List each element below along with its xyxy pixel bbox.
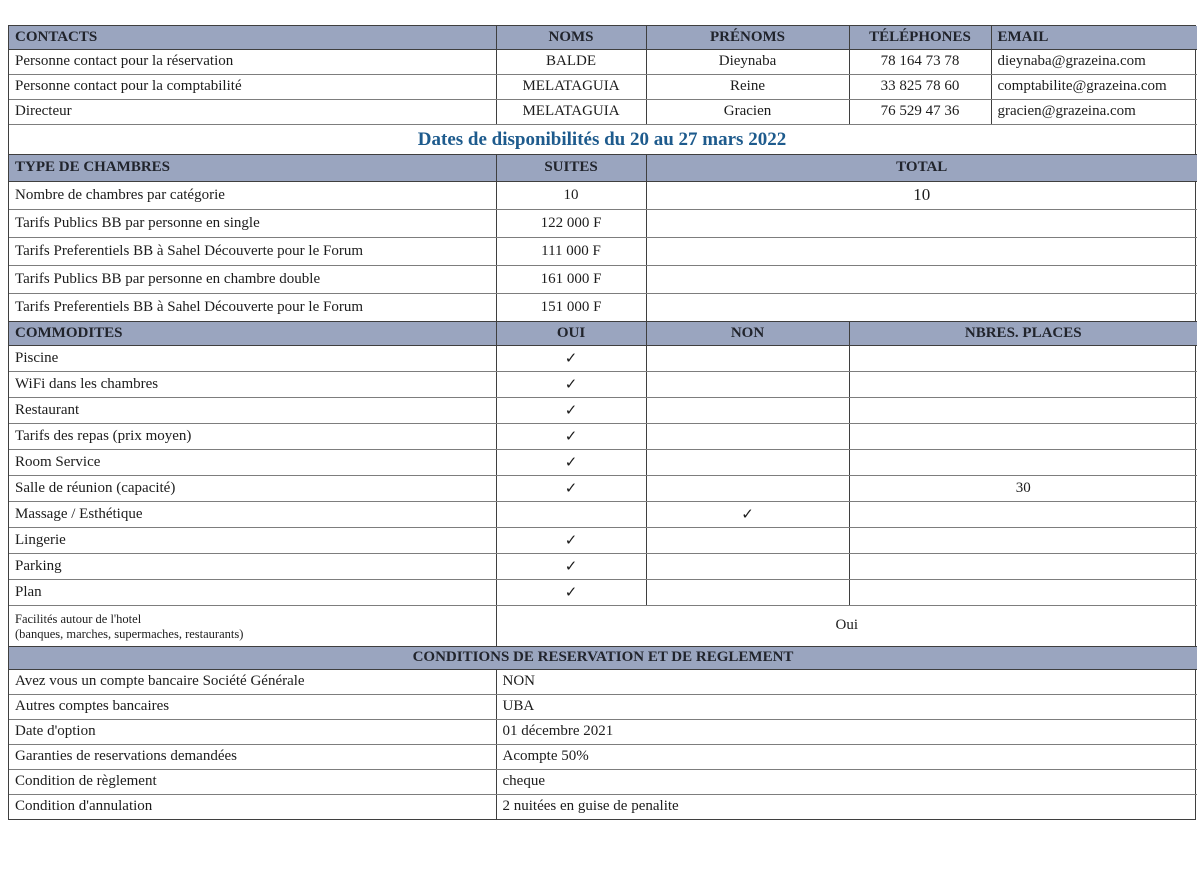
suites-value: 122 000 F — [496, 209, 646, 237]
oui-checkmark: ✓ — [496, 372, 646, 398]
amenity-row-tarifs-repas — [9, 424, 1197, 450]
telephones-header: TÉLÉPHONES — [849, 26, 991, 49]
amenity-label: Salle de réunion (capacité) — [9, 476, 496, 502]
non-checkmark — [646, 580, 849, 606]
contact-telephone: 76 529 47 36 — [849, 99, 991, 124]
amenity-row-wifi — [9, 372, 1197, 398]
room-label: Tarifs Preferentiels BB à Sahel Découverte pour le Forum — [9, 237, 496, 265]
condition-value: 01 décembre 2021 — [496, 719, 1197, 744]
total-value — [646, 237, 1197, 265]
condition-row-autres-comptes — [9, 694, 1197, 719]
oui-checkmark: ✓ — [496, 528, 646, 554]
condition-value: cheque — [496, 769, 1197, 794]
suites-value: 111 000 F — [496, 237, 646, 265]
amenities-header-row — [9, 322, 1197, 346]
places-value — [849, 528, 1197, 554]
suites-value: 10 — [496, 181, 646, 209]
prenoms-header: PRÉNOMS — [646, 26, 849, 49]
room-label: Tarifs Publics BB par personne en chambre double — [9, 265, 496, 293]
amenity-row-plan — [9, 580, 1197, 606]
facilities-label-line1: Facilités autour de l'hotel — [15, 611, 142, 626]
amenity-row-lingerie — [9, 528, 1197, 554]
room-row-tarif-pref-single — [9, 237, 1197, 265]
contact-telephone: 33 825 78 60 — [849, 74, 991, 99]
amenity-row-massage — [9, 502, 1197, 528]
total-value: 10 — [646, 181, 1197, 209]
amenity-label: Parking — [9, 554, 496, 580]
amenity-label: Lingerie — [9, 528, 496, 554]
total-value — [646, 265, 1197, 293]
condition-label: Condition d'annulation — [9, 794, 496, 819]
non-checkmark — [646, 554, 849, 580]
facilities-label-line2: (banques, marches, supermaches, restaurants) — [15, 626, 244, 641]
places-value — [849, 450, 1197, 476]
condition-value: Acompte 50% — [496, 744, 1197, 769]
oui-checkmark: ✓ — [496, 398, 646, 424]
contact-row-comptabilite — [9, 74, 1197, 99]
email-header: EMAIL — [991, 26, 1197, 49]
non-checkmark: ✓ — [646, 502, 849, 528]
non-checkmark — [646, 424, 849, 450]
amenity-label: Piscine — [9, 346, 496, 372]
non-checkmark — [646, 476, 849, 502]
contacts-header-row — [9, 26, 1197, 49]
condition-label: Autres comptes bancaires — [9, 694, 496, 719]
amenity-row-piscine — [9, 346, 1197, 372]
total-header: TOTAL — [646, 154, 1197, 181]
amenities-table — [9, 321, 1197, 646]
contact-row-reservation — [9, 49, 1197, 74]
commodites-header: COMMODITES — [9, 322, 496, 346]
non-checkmark — [646, 450, 849, 476]
condition-label: Garanties de reservations demandées — [9, 744, 496, 769]
contact-telephone: 78 164 73 78 — [849, 49, 991, 74]
room-type-header: TYPE DE CHAMBRES — [9, 154, 496, 181]
places-value — [849, 502, 1197, 528]
amenity-row-room-service — [9, 450, 1197, 476]
total-value — [646, 209, 1197, 237]
condition-value: NON — [496, 669, 1197, 694]
condition-row-annulation — [9, 794, 1197, 819]
contact-nom: BALDE — [496, 49, 646, 74]
contact-email: dieynaba@grazeina.com — [991, 49, 1197, 74]
places-value: 30 — [849, 476, 1197, 502]
room-row-tarif-public-single — [9, 209, 1197, 237]
availability-title: Dates de disponibilités du 20 au 27 mars 2022 — [9, 125, 1195, 154]
oui-checkmark: ✓ — [496, 554, 646, 580]
conditions-header: CONDITIONS DE RESERVATION ET DE REGLEMENT — [9, 646, 1197, 669]
non-checkmark — [646, 346, 849, 372]
amenity-label: WiFi dans les chambres — [9, 372, 496, 398]
facilities-label — [9, 606, 496, 646]
places-value — [849, 580, 1197, 606]
contact-label: Personne contact pour la réservation — [9, 49, 496, 74]
contact-nom: MELATAGUIA — [496, 99, 646, 124]
places-header: NBRES. PLACES — [849, 322, 1197, 346]
room-row-tarif-public-double — [9, 265, 1197, 293]
condition-row-compte-sg — [9, 669, 1197, 694]
places-value — [849, 554, 1197, 580]
places-value — [849, 372, 1197, 398]
suites-value: 161 000 F — [496, 265, 646, 293]
conditions-table — [9, 646, 1197, 820]
places-value — [849, 346, 1197, 372]
condition-row-reglement — [9, 769, 1197, 794]
amenity-label: Room Service — [9, 450, 496, 476]
non-checkmark — [646, 398, 849, 424]
oui-checkmark: ✓ — [496, 580, 646, 606]
contact-prenom: Dieynaba — [646, 49, 849, 74]
contacts-header: CONTACTS — [9, 26, 496, 49]
contact-email: gracien@grazeina.com — [991, 99, 1197, 124]
contacts-table — [9, 26, 1197, 125]
amenity-row-facilites — [9, 606, 1197, 646]
contact-prenom: Gracien — [646, 99, 849, 124]
hotel-reservation-document — [8, 25, 1196, 820]
contact-email: comptabilite@grazeina.com — [991, 74, 1197, 99]
amenity-label: Plan — [9, 580, 496, 606]
suites-header: SUITES — [496, 154, 646, 181]
oui-header: OUI — [496, 322, 646, 346]
suites-value: 151 000 F — [496, 293, 646, 321]
contact-label: Personne contact pour la comptabilité — [9, 74, 496, 99]
condition-label: Condition de règlement — [9, 769, 496, 794]
contact-row-directeur — [9, 99, 1197, 124]
oui-checkmark: ✓ — [496, 476, 646, 502]
condition-row-garanties — [9, 744, 1197, 769]
oui-checkmark: ✓ — [496, 346, 646, 372]
oui-checkmark — [496, 502, 646, 528]
contact-prenom: Reine — [646, 74, 849, 99]
room-label: Tarifs Preferentiels BB à Sahel Découverte pour le Forum — [9, 293, 496, 321]
room-types-table — [9, 154, 1197, 322]
total-value — [646, 293, 1197, 321]
places-value — [849, 424, 1197, 450]
room-label: Nombre de chambres par catégorie — [9, 181, 496, 209]
oui-checkmark: ✓ — [496, 450, 646, 476]
amenity-label: Tarifs des repas (prix moyen) — [9, 424, 496, 450]
condition-value: 2 nuitées en guise de penalite — [502, 798, 679, 815]
room-row-count — [9, 181, 1197, 209]
contact-label: Directeur — [9, 99, 496, 124]
places-value — [849, 398, 1197, 424]
condition-label: Date d'option — [9, 719, 496, 744]
amenity-row-parking — [9, 554, 1197, 580]
condition-value: UBA — [496, 694, 1197, 719]
noms-header: NOMS — [496, 26, 646, 49]
room-label: Tarifs Publics BB par personne en single — [9, 209, 496, 237]
oui-checkmark: ✓ — [496, 424, 646, 450]
condition-label: Avez vous un compte bancaire Société Générale — [9, 669, 496, 694]
amenity-row-restaurant — [9, 398, 1197, 424]
room-row-tarif-pref-double — [9, 293, 1197, 321]
room-types-header-row — [9, 154, 1197, 181]
facilities-value: Oui — [835, 617, 858, 634]
condition-row-date-option — [9, 719, 1197, 744]
amenity-label: Massage / Esthétique — [9, 502, 496, 528]
contact-nom: MELATAGUIA — [496, 74, 646, 99]
non-checkmark — [646, 528, 849, 554]
conditions-header-row — [9, 646, 1197, 669]
amenity-label: Restaurant — [9, 398, 496, 424]
non-header: NON — [646, 322, 849, 346]
non-checkmark — [646, 372, 849, 398]
amenity-row-salle-reunion — [9, 476, 1197, 502]
